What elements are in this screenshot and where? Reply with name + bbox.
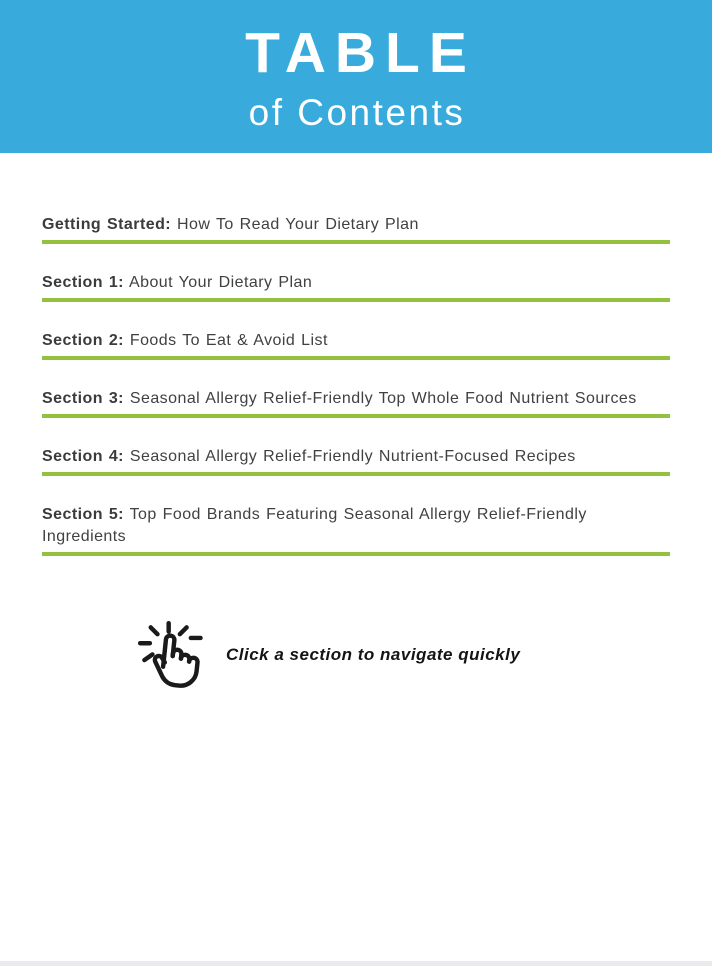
navigation-hint-text: Click a section to navigate quickly: [226, 645, 521, 664]
table-of-contents: [42, 214, 670, 556]
page-bottom-edge: [0, 961, 712, 966]
toc-item-section-3[interactable]: [42, 388, 670, 418]
page-subtitle: of Contents: [248, 91, 466, 133]
toc-item-section-1[interactable]: [42, 272, 670, 302]
navigation-hint: [136, 620, 712, 696]
toc-item-section-4[interactable]: [42, 446, 670, 476]
toc-item-text: [42, 388, 670, 410]
toc-divider-line: [42, 414, 670, 418]
toc-item-title: Foods To Eat & Avoid List: [123, 332, 328, 349]
toc-item-label: Section 1:: [42, 274, 124, 291]
click-hand-icon: [136, 620, 214, 696]
toc-item-text: [42, 446, 670, 468]
toc-divider-line: [42, 356, 670, 360]
toc-item-text: [42, 330, 670, 352]
toc-divider-line: [42, 298, 670, 302]
page-title: TABLE: [245, 20, 476, 85]
toc-item-text: [42, 504, 670, 548]
toc-divider-line: [42, 472, 670, 476]
toc-item-text: [42, 272, 670, 294]
page-header-banner: [0, 0, 712, 153]
toc-item-section-5[interactable]: [42, 504, 670, 556]
toc-item-title: Seasonal Allergy Relief-Friendly Nutrient-Focused Recipes: [123, 448, 576, 465]
toc-item-section-2[interactable]: [42, 330, 670, 360]
toc-item-title: Seasonal Allergy Relief-Friendly Top Whole Food Nutrient Sources: [123, 390, 637, 407]
toc-item-label: Section 3:: [42, 390, 124, 407]
toc-item-title: Top Food Brands Featuring Seasonal Allergy Relief-Friendly Ingredients: [42, 506, 587, 545]
toc-divider-line: [42, 552, 670, 556]
toc-item-label: Getting Started:: [42, 216, 172, 233]
toc-divider-line: [42, 240, 670, 244]
toc-item-title: How To Read Your Dietary Plan: [171, 216, 419, 233]
toc-item-label: Section 2:: [42, 332, 124, 349]
toc-item-getting-started[interactable]: [42, 214, 670, 244]
toc-item-title: About Your Dietary Plan: [123, 274, 313, 291]
toc-item-label: Section 4:: [42, 448, 124, 465]
toc-item-label: Section 5:: [42, 506, 124, 523]
toc-item-text: [42, 214, 670, 236]
